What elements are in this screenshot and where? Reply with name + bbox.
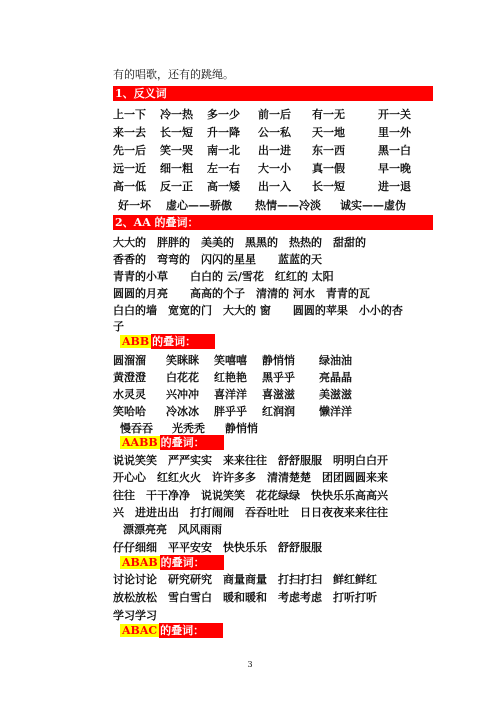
heading-prefix: ABAC bbox=[122, 624, 158, 637]
antonym-pair: 冷一热 bbox=[160, 108, 193, 121]
abb-word: 静悄悄 bbox=[262, 354, 295, 367]
page-number: 3 bbox=[247, 660, 253, 669]
antonym-pair: 长一短 bbox=[312, 180, 345, 193]
abb-word: 光秃秃 bbox=[172, 422, 205, 435]
aabb-line: 仔仔细细 平平安安 快快乐乐 舒舒服服 bbox=[113, 541, 322, 554]
antonym-pair: 前一后 bbox=[258, 108, 291, 121]
antonym-pair: 出一入 bbox=[258, 180, 291, 193]
heading-suffix: 的叠词： bbox=[160, 555, 224, 570]
antonym-pair: 上一下 bbox=[113, 108, 146, 121]
abb-word: 美滋滋 bbox=[319, 388, 352, 401]
abb-word: 笑眯眯 bbox=[166, 354, 199, 367]
heading-suffix: 的叠词： bbox=[160, 435, 224, 450]
abb-word: 懒洋洋 bbox=[319, 405, 352, 418]
antonym-pair: 公一私 bbox=[258, 126, 291, 139]
antonym-pair: 天一地 bbox=[312, 126, 345, 139]
abb-word: 静悄悄 bbox=[225, 422, 258, 435]
section-heading-abac bbox=[120, 623, 223, 638]
section-heading-antonyms: 1、反义词 bbox=[113, 86, 433, 101]
antonym-pair: 多一少 bbox=[207, 108, 240, 121]
antonym-pair: 真一假 bbox=[312, 162, 345, 175]
aabb-line: 开心心 红红火火 许许多多 清清楚楚 团团圆圆来来 bbox=[113, 471, 388, 484]
aa-line: 子 bbox=[113, 320, 124, 333]
abb-word: 亮晶晶 bbox=[319, 371, 352, 384]
abb-word: 黄澄澄 bbox=[113, 371, 146, 384]
antonym-pair: 先一后 bbox=[113, 144, 146, 157]
antonym-pair: 左一右 bbox=[207, 162, 240, 175]
abb-word: 笑嘻嘻 bbox=[214, 354, 247, 367]
antonym-pair: 东一西 bbox=[312, 144, 345, 157]
abb-word: 黑乎乎 bbox=[262, 371, 295, 384]
antonym-pair: 出一进 bbox=[258, 144, 291, 157]
abb-word: 水灵灵 bbox=[113, 388, 146, 401]
aa-line: 大大的 胖胖的 美美的 黑黑的 热热的 甜甜的 bbox=[113, 236, 366, 249]
abb-word: 白花花 bbox=[166, 371, 199, 384]
section-heading-aa: 2、AA 的叠词： bbox=[113, 215, 433, 230]
antonym-pair: 虚心——骄傲 bbox=[166, 199, 232, 212]
abb-word: 喜滋滋 bbox=[262, 388, 295, 401]
heading-prefix: AABB bbox=[122, 436, 158, 449]
abab-line: 放松放松 雪白雪白 暖和暖和 考虑考虑 打听打听 bbox=[113, 591, 377, 604]
antonym-pair: 有一无 bbox=[312, 108, 345, 121]
antonym-pair: 高一低 bbox=[113, 180, 146, 193]
heading-suffix: 的叠词： bbox=[159, 623, 223, 638]
antonym-pair: 反一正 bbox=[160, 180, 193, 193]
antonym-pair: 来一去 bbox=[113, 126, 146, 139]
antonym-pair: 长一短 bbox=[160, 126, 193, 139]
heading-suffix: 的叠词： bbox=[151, 334, 215, 349]
abb-word: 兴冲冲 bbox=[166, 388, 199, 401]
aabb-line: 往往 干干净净 说说笑笑 花花绿绿 快快乐乐高高兴 bbox=[113, 489, 388, 502]
antonym-pair: 细一粗 bbox=[160, 162, 193, 175]
abb-word: 胖乎乎 bbox=[214, 405, 247, 418]
abb-word: 绿油油 bbox=[319, 354, 352, 367]
aabb-line: 漂漂亮亮 风风雨雨 bbox=[123, 523, 222, 536]
antonym-pair: 开一关 bbox=[378, 108, 411, 121]
abb-word: 慢吞吞 bbox=[120, 422, 153, 435]
abab-line: 学习学习 bbox=[113, 609, 157, 622]
abb-word: 冷冰冰 bbox=[166, 405, 199, 418]
section-heading-abab bbox=[120, 555, 224, 570]
antonym-pair: 里一外 bbox=[378, 126, 411, 139]
abab-line: 讨论讨论 研究研究 商量商量 打扫打扫 鲜红鲜红 bbox=[113, 573, 377, 586]
aa-line: 白白的墙 宽宽的门 大大的 窗 圆圆的苹果 小小的杏 bbox=[113, 304, 403, 317]
antonym-pair: 南一北 bbox=[207, 144, 240, 157]
aa-line: 香香的 弯弯的 闪闪的星星 蓝蓝的天 bbox=[113, 253, 322, 266]
antonym-pair: 大一小 bbox=[258, 162, 291, 175]
heading-prefix: ABAB bbox=[122, 556, 158, 569]
antonym-pair: 远一近 bbox=[113, 162, 146, 175]
aa-line: 青青的小草 白白的 云/雪花 红红的 太阳 bbox=[113, 270, 334, 283]
section-heading-abb bbox=[120, 334, 215, 349]
antonym-pair: 热情——冷淡 bbox=[255, 199, 321, 212]
antonym-pair: 好一坏 bbox=[118, 199, 151, 212]
abb-word: 红润润 bbox=[262, 405, 295, 418]
aabb-line: 兴 进进出出 打打闹闹 吞吞吐吐 日日夜夜来来往往 bbox=[113, 506, 388, 519]
heading-prefix: ABB bbox=[122, 335, 150, 348]
antonym-pair: 黑一白 bbox=[378, 144, 411, 157]
antonym-pair: 进一退 bbox=[378, 180, 411, 193]
antonym-pair: 升一降 bbox=[207, 126, 240, 139]
abb-word: 喜洋洋 bbox=[214, 388, 247, 401]
abb-word: 红艳艳 bbox=[214, 371, 247, 384]
antonym-pair: 高一矮 bbox=[207, 180, 240, 193]
antonym-pair: 笑一哭 bbox=[160, 144, 193, 157]
antonym-pair: 早一晚 bbox=[378, 162, 411, 175]
abb-word: 圆溜溜 bbox=[113, 354, 146, 367]
aabb-line: 说说笑笑 严严实实 来来往往 舒舒服服 明明白白开 bbox=[113, 454, 388, 467]
abb-word: 笑哈哈 bbox=[113, 405, 146, 418]
section-heading-aabb bbox=[120, 435, 224, 450]
aa-line: 圆圆的月亮 高高的个子 清清的 河水 青青的瓦 bbox=[113, 287, 370, 300]
intro-line: 有的唱歌，还有的跳绳。 bbox=[113, 68, 234, 81]
antonym-pair: 诚实——虚伪 bbox=[340, 199, 406, 212]
